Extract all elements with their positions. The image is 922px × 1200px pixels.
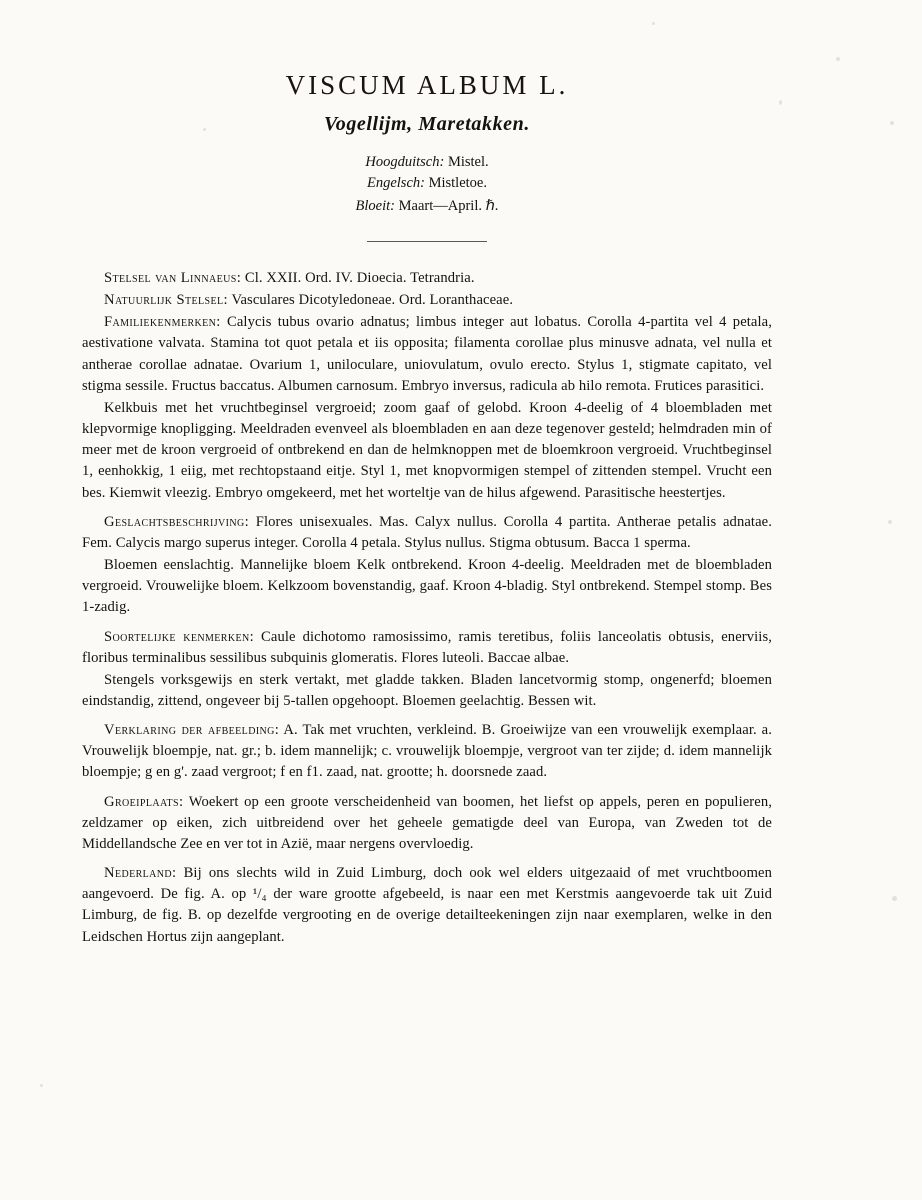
section-netherlands-text: Bij ons slechts wild in Zuid Limburg, doch ook wel elders uitgezaaid of met vruchtboomen aangevoerd. De fig. A. op ¹/₄ der ware grootte afgebeeld, is naar een met Kerstmis aangevoerde tak uit Zuid Limburg, de fig. B. op dezelfde vergrooting en de overige detailteekeningen zijn naar exemplaren, welke in den Leidschen Hortus zijn aangeplant. (82, 865, 772, 945)
section-species-characters-heading: Soortelijke kenmerken: (104, 628, 255, 645)
spacer (82, 856, 772, 863)
section-family-dutch-text: Kelkbuis met het vruchtbeginsel vergroeid; zoom gaaf of gelobd. Kroon 4-deelig of 4 bloembladen met klepvormige knopligging. Meeldraden evenveel als bloembladen en aan deze tegenover gesteld; helmdraden min of meer met de kroon vergroeid of ontbrekend en dan de helmknoppen met de bloemkroon vergroeid. Vruchtbeginsel 1, eenhokkig, 1 eiig, met rechtopstaand eitje. Styl 1, met knopvormigen stempel of zittenden stempel. Vrucht een bes. Kiemwit vleezig. Embryo omgekeerd, met het worteltje van de hilus afgewend. Parasitische heestertjes. (82, 399, 772, 501)
section-habitat-heading: Groeiplaats: (104, 793, 184, 810)
section-family-characters (82, 312, 772, 397)
section-natural-system-text: Vasculares Dicotyledoneae. Ord. Loranthaceae. (227, 292, 514, 309)
section-family-dutch (82, 398, 772, 504)
page-title: VISCUM ALBUM L. (285, 70, 569, 100)
alt-name-english (82, 175, 772, 192)
section-linnaeus-text: Cl. XXII. Ord. IV. Dioecia. Tetrandria. (241, 270, 475, 286)
flowering-period-label: Bloeit: (355, 198, 396, 214)
section-family-characters-heading: Familiekenmerken: (104, 314, 221, 331)
section-species-characters-text: Caule dichotomo ramosissimo, ramis teretibus, foliis lanceolatis obtusis, enerviis, floribus terminalibus sessilibus subquinis glomeratis. Flores luteoli. Baccae albae. (82, 628, 772, 666)
alt-name-english-value: Mistletoe. (428, 175, 487, 191)
spacer (82, 505, 772, 512)
spacer (82, 713, 772, 720)
section-netherlands (82, 863, 772, 948)
document-content (82, 70, 772, 949)
section-habitat-text: Woekert op een groote verscheidenheid van boomen, het liefst op appels, peren en populieren, zeldzamer op eiken, zich uitbreidend over het geheele gematigde deel van Europa, van Zweden tot de Middellandsche Zee en ver tot in Azië, maar nergens overvloedig. (82, 793, 772, 852)
section-genus-description-text: Flores unisexuales. Mas. Calyx nullus. Corolla 4 partita. Antherae petalis adnatae. Fem. Calycis margo superus integer. Corolla 4 petala. Stylus nullus. Stigma obtusum. Bacca 1 sperma. (82, 513, 772, 551)
section-plate-explanation-text: A. Tak met vruchten, verkleind. B. Groeiwijze van een vrouwelijk exemplaar. a. Vrouwelijk bloempje, nat. gr.; b. idem mannelijk; c. vrouwelijk bloempje, vergroot van ter zijde; d. idem mannelijk bloempje; g en g'. zaad vergroot; f en f1. zaad, nat. grootte; h. doorsnede zaad. (82, 722, 772, 781)
paper-speck (890, 121, 894, 125)
divider-rule (367, 241, 487, 242)
section-species-dutch (82, 670, 772, 712)
page-subtitle: Vogellijm, Maretakken. (324, 113, 530, 135)
paper-speck (892, 896, 897, 901)
section-genus-description (82, 512, 772, 554)
spacer (82, 620, 772, 627)
alt-name-german-value: Mistel. (447, 154, 489, 170)
section-species-characters (82, 627, 772, 669)
section-natural-system (82, 290, 772, 311)
section-plate-explanation-heading: Verklaring der afbeelding: (104, 722, 280, 739)
section-genus-dutch (82, 555, 772, 618)
section-linnaeus (82, 268, 772, 289)
section-plate-explanation (82, 720, 772, 783)
alt-name-german-label: Hoogduitsch: (365, 154, 445, 170)
section-family-characters-text: Calycis tubus ovario adnatus; limbus integer aut lobatus. Corolla 4-partita vel 4 petala, aestivatione valvata. Stamina tot quot petala et iis opposita; filamenta corollae plus minusve adnata, vel nulla et antherae corollae adnatae. Ovarium 1, uniloculare, uniovulatum, ovulo erecto. Stylus 1, stigmate capitato, vel stigma sessile. Fructus baccatus. Albumen carnosum. Embryo inversus, radicula ab hilo remota. Frutices parasitici. (82, 314, 772, 394)
spacer (82, 785, 772, 792)
alt-name-english-label: Engelsch: (366, 175, 425, 191)
alt-name-german (82, 154, 772, 171)
paper-speck (836, 57, 840, 61)
flowering-period-value: Maart—April. ℏ. (398, 198, 499, 214)
section-genus-description-heading: Geslachtsbeschrijving: (104, 513, 250, 530)
section-natural-system-heading: Natuurlijk Stelsel: (104, 292, 228, 309)
section-linnaeus-heading: Stelsel van Linnaeus: (104, 270, 242, 286)
section-netherlands-heading: Nederland: (104, 865, 177, 882)
paper-speck (652, 22, 655, 25)
section-genus-dutch-text: Bloemen eenslachtig. Mannelijke bloem Kelk ontbrekend. Kroon 4-deelig. Meeldraden met de bloembladen vergroeid. Vrouwelijke bloem. Kelkzoom bovenstandig, gaaf. Kroon 4-bladig. Styl ontbrekend. Stempel stomp. Bes 1-zadig. (82, 557, 772, 616)
section-habitat (82, 792, 772, 855)
paper-speck (888, 520, 892, 524)
section-species-dutch-text: Stengels vorksgewijs en sterk vertakt, met gladde takken. Bladen lancetvormig stomp, ongenerfd; bloemen eindstandig, zittend, ongeveer bij 5-tallen opgehoopt. Bloemen geelachtig. Bessen wit. (82, 671, 772, 709)
paper-speck (40, 1084, 43, 1087)
flowering-period (82, 198, 772, 215)
paper-speck (779, 100, 782, 105)
